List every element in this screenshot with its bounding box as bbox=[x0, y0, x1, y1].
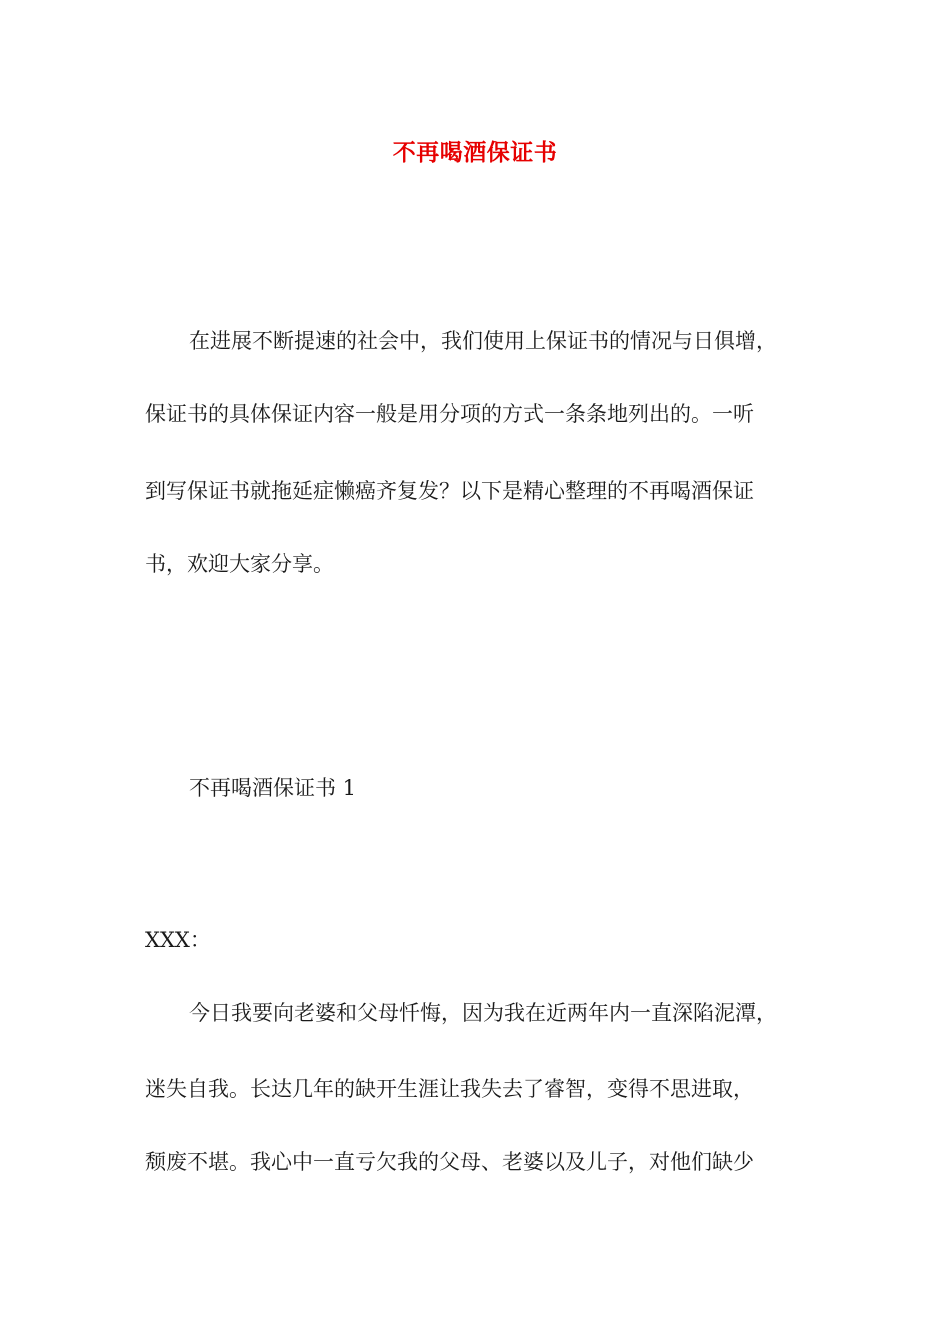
salutation: XXX： bbox=[145, 928, 211, 952]
intro-line-4: 书，欢迎大家分享。 bbox=[145, 552, 334, 576]
body-line-1: 今日我要向老婆和父母忏悔，因为我在近两年内一直深陷泥潭， bbox=[189, 1001, 777, 1025]
body-line-3: 颓废不堪。我心中一直亏欠我的父母、老婆以及儿子，对他们缺少 bbox=[145, 1150, 754, 1174]
intro-line-3: 到写保证书就拖延症懒癌齐复发？以下是精心整理的不再喝酒保证 bbox=[145, 479, 754, 503]
intro-line-1: 在进展不断提速的社会中，我们使用上保证书的情况与日俱增， bbox=[189, 329, 777, 353]
document-title: 不再喝酒保证书 bbox=[392, 139, 558, 166]
body-line-2: 迷失自我。长达几年的缺开生涯让我失去了睿智，变得不思进取， bbox=[145, 1077, 754, 1101]
section-heading: 不再喝酒保证书 1 bbox=[189, 776, 357, 800]
intro-line-2: 保证书的具体保证内容一般是用分项的方式一条条地列出的。一听 bbox=[145, 402, 754, 426]
